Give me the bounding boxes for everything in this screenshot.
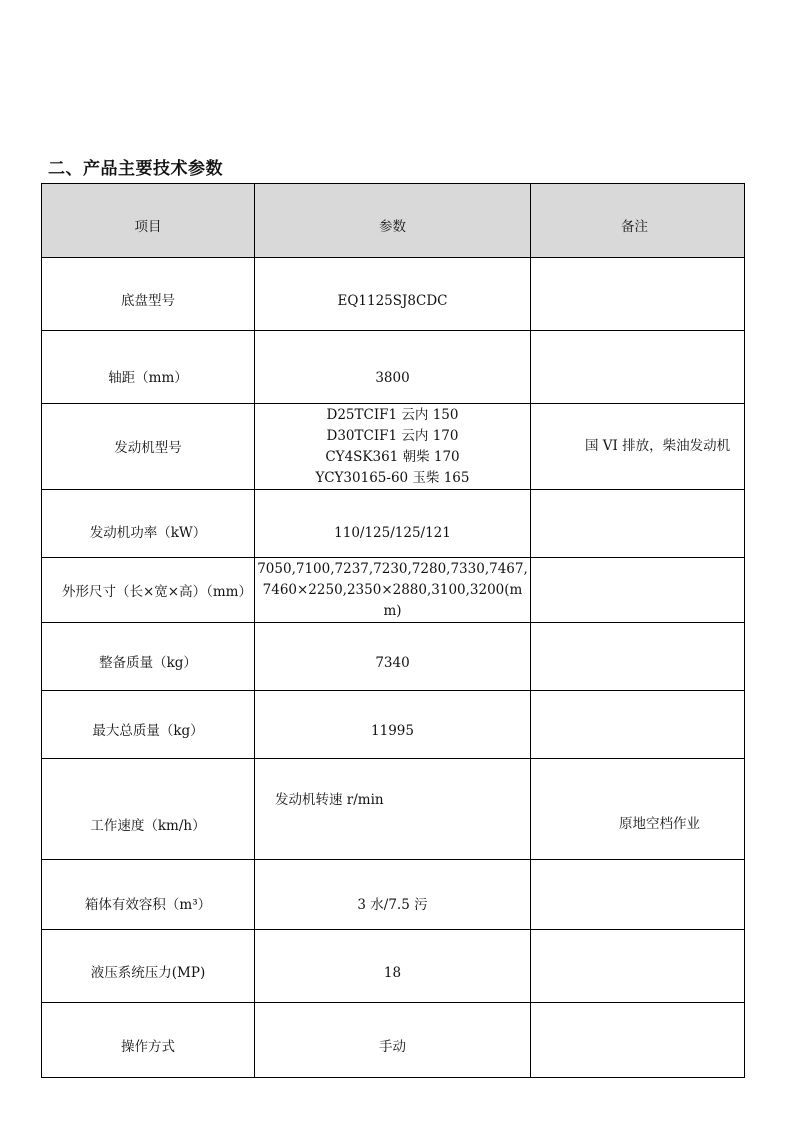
row-note bbox=[531, 930, 745, 1003]
header-value: 参数 bbox=[255, 184, 531, 258]
row-item: 发动机型号 bbox=[42, 404, 255, 490]
row-item: 液压系统压力(MP) bbox=[42, 930, 255, 1003]
table-row bbox=[42, 759, 745, 860]
row-item: 最大总质量（kg） bbox=[42, 691, 255, 759]
row-note: 原地空档作业 bbox=[531, 759, 745, 860]
row-item: 工作速度（km/h） bbox=[42, 759, 255, 860]
row-note bbox=[531, 490, 745, 558]
table-row bbox=[42, 930, 745, 1003]
row-item: 操作方式 bbox=[42, 1003, 255, 1078]
row-note bbox=[531, 860, 745, 930]
section-title: 二、产品主要技术参数 bbox=[48, 159, 223, 179]
row-value: 3800 bbox=[255, 331, 531, 404]
table-row bbox=[42, 691, 745, 759]
row-item: 轴距（mm） bbox=[42, 331, 255, 404]
table-row bbox=[42, 558, 745, 623]
table-row bbox=[42, 1003, 745, 1078]
row-note bbox=[531, 1003, 745, 1078]
spec-table bbox=[41, 183, 745, 1078]
table-row bbox=[42, 331, 745, 404]
row-item: 箱体有效容积（m³） bbox=[42, 860, 255, 930]
row-value: 110/125/125/121 bbox=[255, 490, 531, 558]
table-header-row bbox=[42, 184, 745, 258]
row-value: 7340 bbox=[255, 623, 531, 691]
row-note bbox=[531, 331, 745, 404]
table-row bbox=[42, 258, 745, 331]
header-item: 项目 bbox=[42, 184, 255, 258]
engine-model-line: YCY30165-60 玉柴 165 bbox=[315, 469, 470, 486]
table-row bbox=[42, 623, 745, 691]
row-value: 3 水/7.5 污 bbox=[255, 860, 531, 930]
engine-model-line: CY4SK361 朝柴 170 bbox=[325, 448, 460, 465]
row-note bbox=[531, 258, 745, 331]
row-value: 11995 bbox=[255, 691, 531, 759]
row-value bbox=[255, 404, 531, 490]
table-row bbox=[42, 404, 745, 490]
table-row bbox=[42, 860, 745, 930]
row-item: 底盘型号 bbox=[42, 258, 255, 331]
row-note bbox=[531, 691, 745, 759]
row-item: 发动机功率（kW） bbox=[42, 490, 255, 558]
row-item: 外形尺寸（长×宽×高）（mm） bbox=[42, 558, 255, 623]
row-note bbox=[531, 558, 745, 623]
table-row bbox=[42, 490, 745, 558]
row-item: 整备质量（kg） bbox=[42, 623, 255, 691]
engine-model-line: D25TCIF1 云内 150 bbox=[326, 406, 459, 423]
row-note: 国 VI 排放，柴油发动机 bbox=[531, 404, 745, 490]
row-value: 18 bbox=[255, 930, 531, 1003]
row-value: 发动机转速 r/min bbox=[255, 759, 531, 860]
engine-model-line: D30TCIF1 云内 170 bbox=[326, 427, 459, 444]
row-value: 7050,7100,7237,7230,7280,7330,7467,7460×2250,2350×2880,3100,3200(mm) bbox=[255, 558, 531, 623]
row-value: 手动 bbox=[255, 1003, 531, 1078]
header-note: 备注 bbox=[531, 184, 745, 258]
row-value: EQ1125SJ8CDC bbox=[255, 258, 531, 331]
row-note bbox=[531, 623, 745, 691]
